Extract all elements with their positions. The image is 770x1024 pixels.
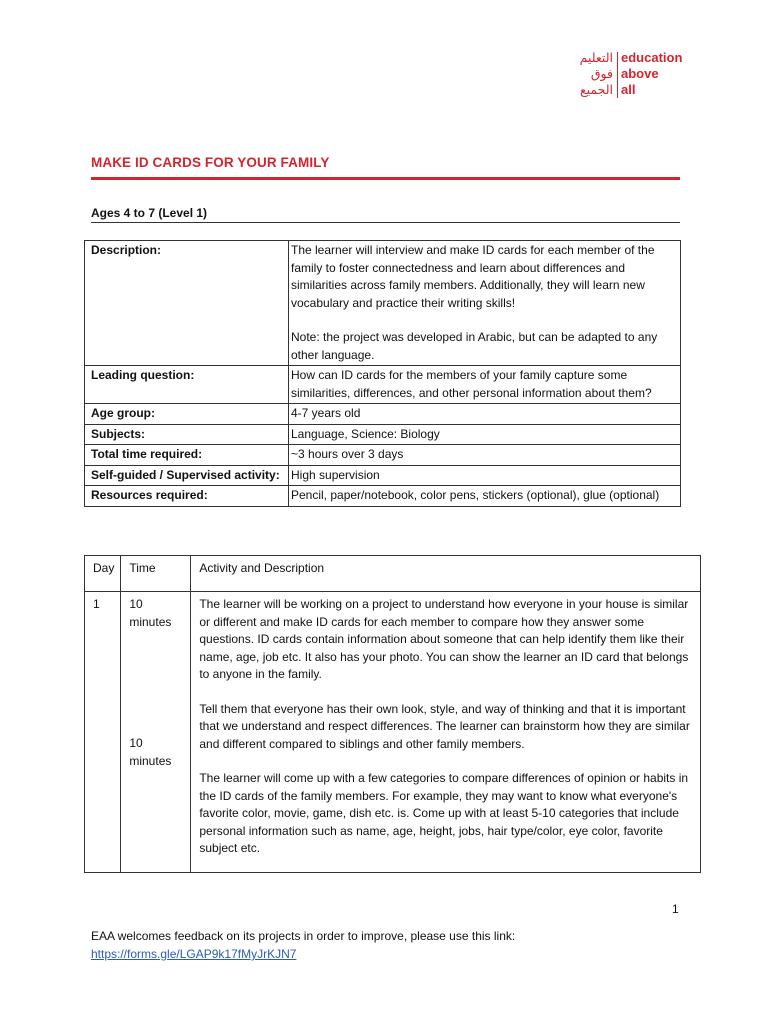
feedback-text: EAA welcomes feedback on its projects in order to improve, please use this link: bbox=[91, 929, 516, 943]
time-header: Time bbox=[121, 556, 191, 592]
total-time-text: ~3 hours over 3 days bbox=[289, 445, 681, 466]
description-note: Note: the project was developed in Arabic, but can be adapted to any other language. bbox=[291, 330, 658, 362]
activity-row bbox=[85, 592, 701, 873]
description-cell bbox=[289, 241, 681, 366]
day-cell: 1 bbox=[85, 592, 121, 873]
table-row bbox=[85, 241, 681, 366]
age-level-heading: Ages 4 to 7 (Level 1) bbox=[91, 206, 208, 220]
activity-paragraph: The learner will come up with a few categories to compare differences of opinion or habits in the ID cards of the family members. For example, they may want to know what everyone's favorite color, movie, game, dish etc. is. Come up with at least 5-10 categories that include personal information such as name, age, height, jobs, hair type/color, eye color, favorite subject etc. bbox=[199, 771, 689, 855]
page-title: MAKE ID CARDS FOR YOUR FAMILY bbox=[91, 155, 330, 170]
supervision-text: High supervision bbox=[289, 465, 681, 486]
activity-paragraph: The learner will be working on a project to understand how everyone in your house is similar or different and make ID cards for each member to compare how they answer some questions. ID cards contain information about someone that can help identify them like their name, age, job etc. It also has your photo. You can show the learner an ID card that belongs to anyone in the family. bbox=[199, 597, 689, 681]
table-row bbox=[85, 404, 681, 425]
leading-question-label: Leading question: bbox=[85, 366, 289, 404]
supervision-label: Self-guided / Supervised activity: bbox=[85, 465, 289, 486]
title-divider bbox=[91, 177, 680, 180]
age-group-label: Age group: bbox=[85, 404, 289, 425]
time-value-2: 10 minutes bbox=[129, 736, 172, 768]
resources-label: Resources required: bbox=[85, 486, 289, 507]
activity-description-header: Activity and Description bbox=[191, 556, 701, 592]
feedback-footer bbox=[91, 927, 515, 963]
table-row bbox=[85, 445, 681, 466]
table-row bbox=[85, 366, 681, 404]
spacer bbox=[129, 631, 184, 735]
feedback-link[interactable]: https://forms.gle/LGAP9k17fMyJrKJN7 bbox=[91, 947, 297, 961]
logo-divider bbox=[617, 52, 618, 98]
logo-english: education above all bbox=[621, 50, 683, 97]
logo-arabic: التعليم فوق الجميع bbox=[579, 50, 613, 97]
page-number: 1 bbox=[672, 902, 679, 916]
age-level-divider bbox=[91, 222, 680, 223]
description-text: The learner will interview and make ID cards for each member of the family to foster connectedness and learn about differences and similarities across family members. Additionally, they will learn new vocabulary and practice their writing skills! bbox=[291, 243, 655, 310]
activity-table bbox=[84, 555, 701, 873]
table-row bbox=[85, 486, 681, 507]
project-info-table bbox=[84, 240, 681, 507]
day-header: Day bbox=[85, 556, 121, 592]
resources-text: Pencil, paper/notebook, color pens, stickers (optional), glue (optional) bbox=[289, 486, 681, 507]
activity-header-row bbox=[85, 556, 701, 592]
table-row bbox=[85, 424, 681, 445]
description-label: Description: bbox=[85, 241, 289, 366]
time-cell bbox=[121, 592, 191, 873]
activity-paragraph: Tell them that everyone has their own look, style, and way of thinking and that it is important that we understand and respect differences. The learner can brainstorm how they are similar and different compared to siblings and other family members. bbox=[199, 701, 690, 751]
total-time-label: Total time required: bbox=[85, 445, 289, 466]
subjects-label: Subjects: bbox=[85, 424, 289, 445]
leading-question-text: How can ID cards for the members of your family capture some similarities, differences, and other personal information about them? bbox=[289, 366, 681, 404]
time-value-1: 10 minutes bbox=[129, 597, 172, 629]
age-group-text: 4-7 years old bbox=[289, 404, 681, 425]
subjects-text: Language, Science: Biology bbox=[289, 424, 681, 445]
activity-description-cell bbox=[191, 592, 701, 873]
table-row bbox=[85, 465, 681, 486]
eaa-logo bbox=[566, 50, 686, 100]
